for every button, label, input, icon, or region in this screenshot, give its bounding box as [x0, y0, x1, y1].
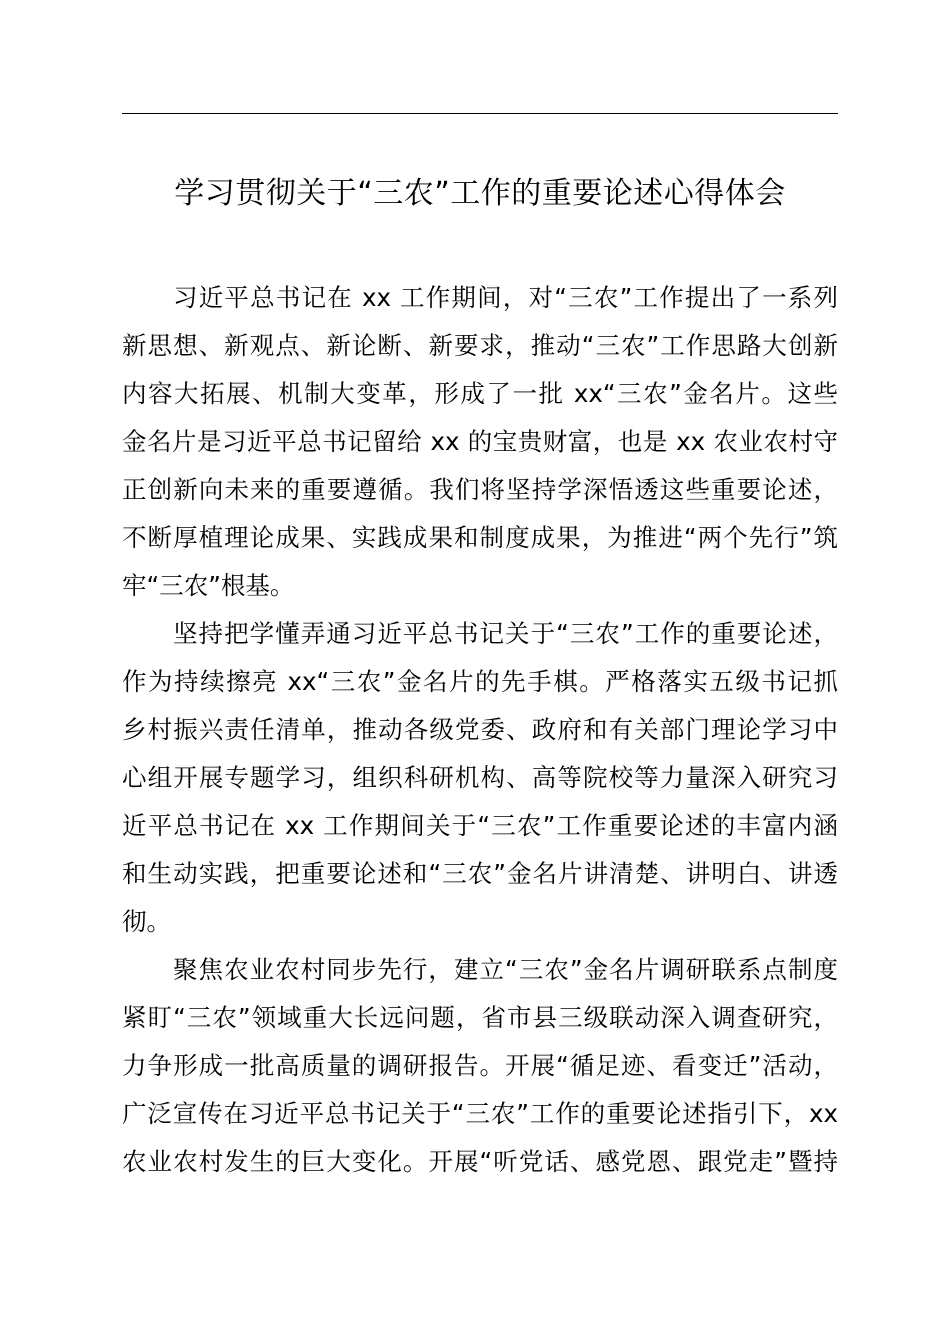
- document-body: [122, 274, 838, 1186]
- paragraph-3: [122, 946, 838, 1186]
- text-line: 新思想、新观点、新论断、新要求，推动“三农”工作思路大创新: [122, 331, 838, 360]
- text-line: 力争形成一批高质量的调研报告。开展“循足迹、看变迁”活动，: [122, 1051, 838, 1080]
- text-line: 近平总书记在 xx 工作期间关于“三农”工作重要论述的丰富内涵: [122, 811, 838, 840]
- text-line: 心组开展专题学习，组织科研机构、高等院校等力量深入研究习: [122, 763, 838, 792]
- text-line: 牢“三农”根基。: [122, 571, 295, 600]
- text-line: 聚焦农业农村同步先行，建立“三农”金名片调研联系点制度: [173, 955, 838, 984]
- text-line: 习近平总书记在 xx 工作期间，对“三农”工作提出了一系列: [173, 283, 838, 312]
- text-line: 正创新向未来的重要遵循。我们将坚持学深悟透这些重要论述，: [122, 475, 838, 504]
- text-line: 紧盯“三农”领域重大长远问题，省市县三级联动深入调查研究，: [122, 1003, 838, 1032]
- document-title: 学习贯彻关于“三农”工作的重要论述心得体会: [174, 176, 786, 211]
- text-line: 不断厚植理论成果、实践成果和制度成果，为推进“两个先行”筑: [122, 523, 838, 552]
- text-line: 坚持把学懂弄通习近平总书记关于“三农”工作的重要论述，: [173, 619, 838, 648]
- text-line: 作为持续擦亮 xx“三农”金名片的先手棋。严格落实五级书记抓: [122, 667, 838, 696]
- paragraph-2: [122, 610, 838, 946]
- text-line: 广泛宣传在习近平总书记关于“三农”工作的重要论述指引下，xx: [122, 1099, 838, 1128]
- text-line: 金名片是习近平总书记留给 xx 的宝贵财富，也是 xx 农业农村守: [122, 427, 838, 456]
- text-line: 乡村振兴责任清单，推动各级党委、政府和有关部门理论学习中: [122, 715, 838, 744]
- text-line: 内容大拓展、机制大变革，形成了一批 xx“三农”金名片。这些: [122, 379, 838, 408]
- paragraph-1: [122, 274, 838, 610]
- header-rule: [122, 113, 838, 114]
- text-line: 和生动实践，把重要论述和“三农”金名片讲清楚、讲明白、讲透: [122, 859, 838, 888]
- text-line: 彻。: [122, 907, 171, 936]
- text-line: 农业农村发生的巨大变化。开展“听党话、感党恩、跟党走”暨持: [122, 1147, 838, 1176]
